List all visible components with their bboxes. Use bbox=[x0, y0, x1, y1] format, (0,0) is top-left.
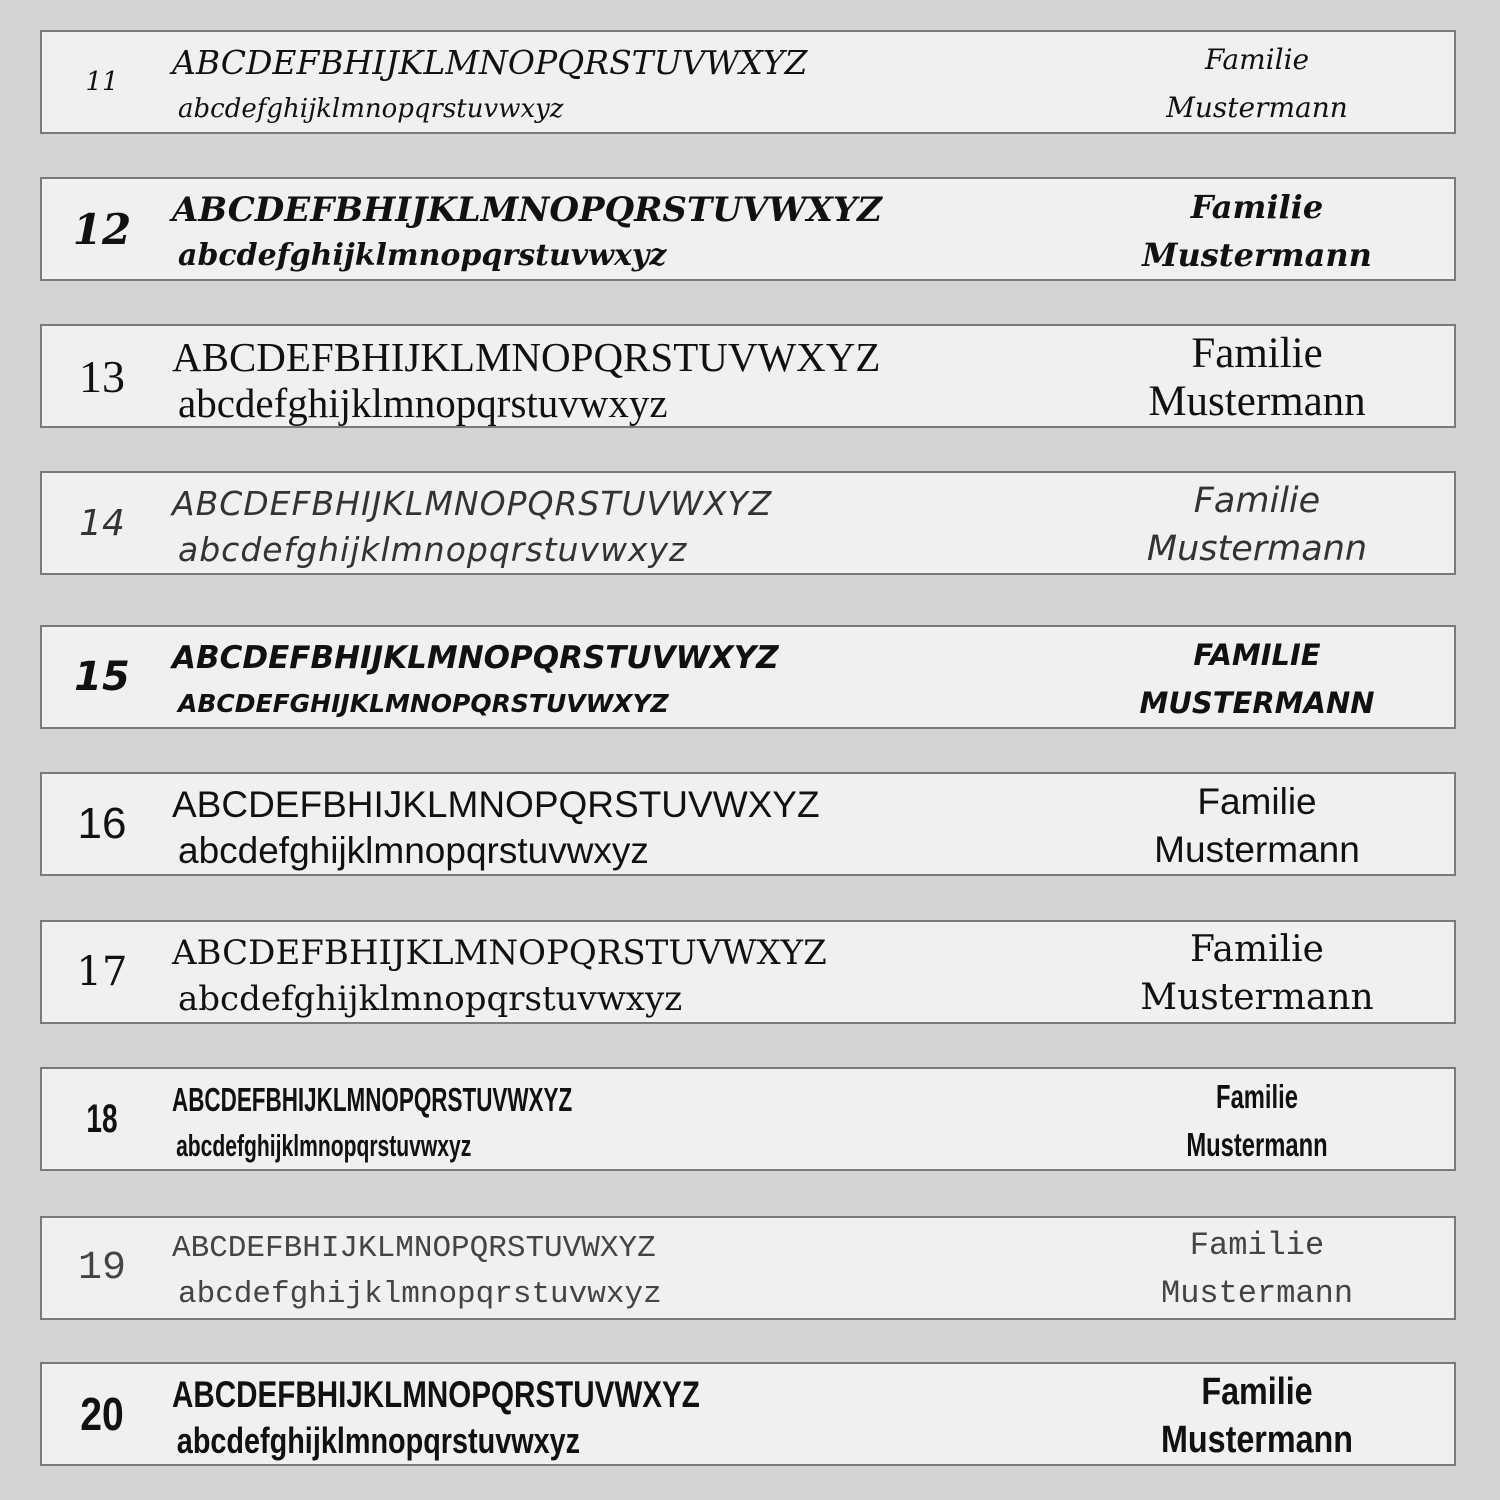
name-sample-line1: FAMILIE bbox=[1193, 638, 1321, 672]
alphabet-sample bbox=[172, 334, 1052, 426]
font-number: 14 bbox=[79, 502, 125, 544]
lowercase-alphabet: abcdefghijklmnopqrstuvwxyz bbox=[176, 1420, 581, 1461]
name-sample-line2: Mustermann bbox=[1146, 529, 1368, 569]
name-sample-line2: Mustermann bbox=[1160, 1275, 1354, 1312]
lowercase-alphabet: abcdefghijklmnopqrstuvwxyz bbox=[178, 94, 564, 124]
name-sample-line1: Familie bbox=[1201, 1371, 1313, 1413]
uppercase-alphabet: ABCDEFBHIJKLMNOPQRSTUVWXYZ bbox=[172, 334, 881, 380]
font-number: 18 bbox=[86, 1096, 118, 1141]
font-row-16[interactable] bbox=[40, 772, 1456, 876]
name-sample bbox=[1062, 631, 1452, 727]
font-number: 16 bbox=[77, 799, 127, 848]
name-sample-line2: Mustermann bbox=[1154, 829, 1360, 870]
font-number: 12 bbox=[72, 204, 132, 254]
name-sample bbox=[1117, 1073, 1398, 1169]
font-row-11[interactable] bbox=[40, 30, 1456, 134]
name-sample bbox=[1062, 477, 1452, 573]
lowercase-alphabet: abcdefghijklmnopqrstuvwxyz bbox=[178, 1277, 662, 1312]
name-sample-line2: Mustermann bbox=[1142, 236, 1372, 274]
uppercase-alphabet: ABCDEFBHIJKLMNOPQRSTUVWXYZ bbox=[172, 640, 779, 676]
name-sample bbox=[1062, 330, 1452, 426]
name-sample-line1: Familie bbox=[1190, 929, 1324, 970]
name-sample-line1: Familie bbox=[1216, 1078, 1298, 1115]
name-sample-line2: Mustermann bbox=[1148, 378, 1366, 425]
uppercase-alphabet: ABCDEFBHIJKLMNOPQRSTUVWXYZ bbox=[172, 43, 808, 82]
lowercase-alphabet: abcdefghijklmnopqrstuvwxyz bbox=[178, 830, 649, 871]
font-number: 11 bbox=[85, 67, 119, 97]
name-sample bbox=[1062, 778, 1452, 874]
alphabet-sample bbox=[172, 40, 1052, 132]
name-sample bbox=[1062, 926, 1452, 1022]
font-number: 17 bbox=[76, 949, 128, 995]
uppercase-alphabet: ABCDEFBHIJKLMNOPQRSTUVWXYZ bbox=[172, 933, 827, 973]
uppercase-alphabet: ABCDEFBHIJKLMNOPQRSTUVWXYZ bbox=[172, 784, 820, 825]
alphabet-sample bbox=[172, 1226, 1052, 1318]
lowercase-alphabet: abcdefghijklmnopqrstuvwxyz bbox=[178, 238, 667, 273]
name-sample-line2: MUSTERMANN bbox=[1139, 686, 1375, 720]
uppercase-alphabet: ABCDEFBHIJKLMNOPQRSTUVWXYZ bbox=[172, 1081, 573, 1118]
name-sample bbox=[1062, 1222, 1452, 1318]
name-sample bbox=[1091, 1368, 1423, 1464]
alphabet-sample bbox=[172, 635, 1052, 727]
uppercase-alphabet: ABCDEFBHIJKLMNOPQRSTUVWXYZ bbox=[172, 1231, 656, 1266]
font-row-13[interactable] bbox=[40, 324, 1456, 428]
font-row-18[interactable] bbox=[40, 1067, 1456, 1171]
font-number: 15 bbox=[74, 654, 130, 700]
name-sample-line2: Mustermann bbox=[1186, 1126, 1328, 1163]
alphabet-sample bbox=[172, 481, 1052, 573]
lowercase-alphabet: abcdefghijklmnopqrstuvwxyz bbox=[178, 530, 688, 569]
alphabet-sample bbox=[172, 187, 1052, 279]
lowercase-alphabet: abcdefghijklmnopqrstuvwxyz bbox=[176, 1128, 472, 1163]
uppercase-alphabet: ABCDEFBHIJKLMNOPQRSTUVWXYZ bbox=[172, 1374, 700, 1415]
font-row-17[interactable] bbox=[40, 920, 1456, 1024]
lowercase-alphabet: abcdefghijklmnopqrstuvwxyz bbox=[178, 979, 683, 1019]
name-sample-line1: Familie bbox=[1197, 781, 1317, 822]
font-number: 19 bbox=[77, 1245, 126, 1291]
name-sample-line1: Familie bbox=[1189, 1227, 1325, 1264]
name-sample-line2: Mustermann bbox=[1166, 91, 1348, 124]
uppercase-alphabet: ABCDEFBHIJKLMNOPQRSTUVWXYZ bbox=[172, 190, 882, 230]
font-row-19[interactable] bbox=[40, 1216, 1456, 1320]
name-sample-line1: Familie bbox=[1190, 188, 1324, 226]
lowercase-alphabet: abcdefghijklmnopqrstuvwxyz bbox=[178, 380, 668, 426]
uppercase-alphabet: ABCDEFBHIJKLMNOPQRSTUVWXYZ bbox=[172, 484, 773, 523]
font-row-15[interactable] bbox=[40, 625, 1456, 729]
font-number: 20 bbox=[80, 1388, 124, 1440]
font-row-12[interactable] bbox=[40, 177, 1456, 281]
name-sample-line1: Familie bbox=[1191, 330, 1323, 377]
alphabet-sample bbox=[172, 1077, 770, 1169]
name-sample-line2: Mustermann bbox=[1160, 1419, 1354, 1461]
name-sample bbox=[1062, 36, 1452, 132]
font-row-20[interactable] bbox=[40, 1362, 1456, 1466]
alphabet-sample bbox=[172, 930, 1052, 1022]
name-sample-line1: Familie bbox=[1204, 43, 1310, 76]
lowercase-alphabet: ABCDEFGHIJKLMNOPQRSTUVWXYZ bbox=[178, 689, 669, 718]
name-sample-line2: Mustermann bbox=[1140, 977, 1374, 1018]
name-sample-line1: Familie bbox=[1193, 481, 1321, 521]
name-sample bbox=[1062, 183, 1452, 279]
alphabet-sample bbox=[172, 1372, 876, 1464]
font-number: 13 bbox=[79, 350, 125, 402]
font-row-14[interactable] bbox=[40, 471, 1456, 575]
alphabet-sample bbox=[172, 782, 1052, 874]
